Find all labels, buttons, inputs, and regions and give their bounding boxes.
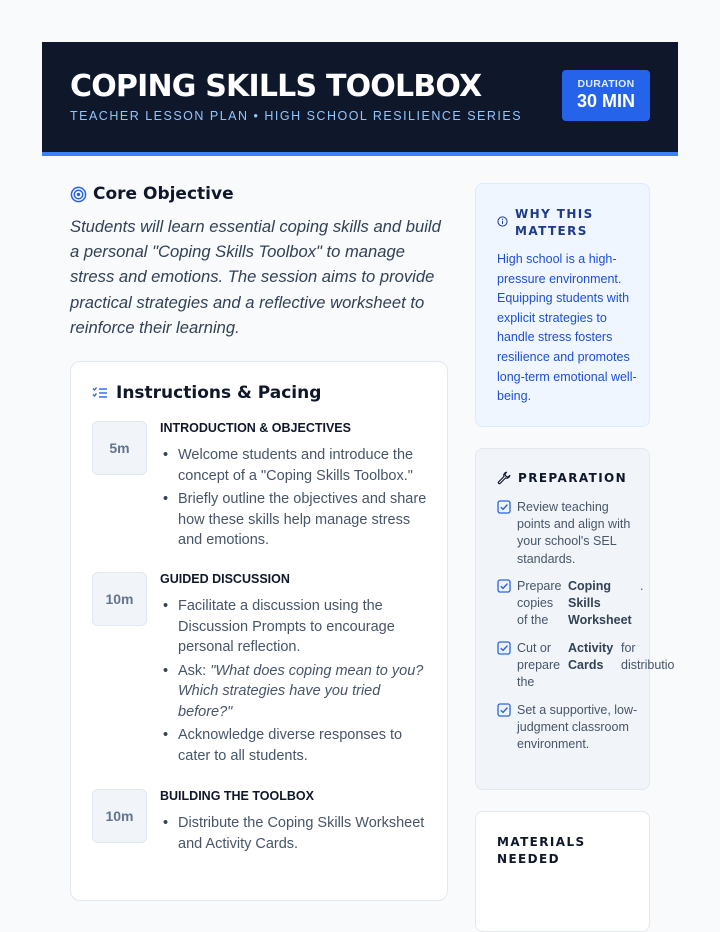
prep-word: distributio [621, 658, 675, 673]
checkbox-checked-icon[interactable] [497, 703, 511, 717]
target-icon [70, 186, 87, 203]
checklist-icon [92, 385, 108, 401]
list-item: • Acknowledge diverse responses to cater to all students. [160, 725, 435, 766]
duration-value: 30 MIN [576, 91, 636, 111]
page-title: COPING SKILLS TOOLBOX [70, 69, 482, 104]
prep-item-text [517, 578, 677, 630]
wrench-icon [497, 471, 511, 485]
step-title: INTRODUCTION & OBJECTIVES [160, 421, 351, 435]
prep-word: Cut or [517, 641, 552, 655]
materials-title: MATERIALS NEEDED [497, 835, 586, 866]
checkbox-checked-icon[interactable] [497, 500, 511, 514]
step-body [160, 421, 435, 554]
instructions-card [70, 361, 448, 901]
checkbox-checked-icon[interactable] [497, 641, 511, 655]
ask-prefix: Ask: [178, 662, 211, 679]
objective-heading [70, 184, 234, 204]
step-title: BUILDING THE TOOLBOX [160, 789, 314, 803]
info-icon [497, 216, 508, 227]
list-item: • Facilitate a discussion using the Discussion Prompts to encourage personal reflection. [160, 596, 435, 658]
step-time-badge: 5m [92, 421, 147, 475]
duration-badge [562, 70, 650, 121]
step-bullets [160, 445, 435, 551]
why-heading [497, 206, 625, 240]
prep-word: of the [517, 613, 549, 628]
preparation-card [475, 448, 675, 790]
prep-item-text: Review teaching points and align with your school's SEL standards. [517, 500, 631, 566]
preparation-heading [497, 471, 627, 485]
checkbox-checked-icon[interactable] [497, 579, 511, 593]
prep-word: . [640, 579, 644, 593]
list-item: • Welcome students and introduce the concept of a "Coping Skills Toolbox." [160, 445, 435, 486]
step-time-badge: 10m [92, 572, 147, 626]
step-time-badge: 10m [92, 789, 147, 843]
step-bullets [160, 596, 435, 766]
header-banner [42, 42, 678, 156]
step-body [160, 789, 435, 857]
prep-word: prepare [517, 658, 561, 673]
why-text: High school is a high-pressure environment. Equipping students with explicit strategies to handle stress fosters resilience and promotes long-term emotional well-being. [497, 252, 637, 404]
prep-word-bold: Worksheet [568, 613, 632, 628]
prep-word-bold: Skills [568, 596, 601, 611]
prep-word-bold: Coping [568, 579, 612, 593]
step-bullets [160, 813, 435, 854]
prep-word: Prepare [517, 579, 562, 593]
prep-word-bold: Activity [568, 641, 614, 655]
prep-word: for [621, 641, 636, 655]
why-title: WHY THIS MATTERS [515, 207, 594, 238]
prep-item-text [517, 640, 677, 692]
ask-quote: "What does coping mean to you? Which strategies have you tried before?" [178, 662, 424, 720]
objective-text: Students will learn essential coping skills and build a personal "Coping Skills Toolbox" to manage stress and emotions. The session aims to provide practical strategies and a reflective worksheet to reinforce their learning. [70, 217, 441, 337]
instructions-title: Instructions & Pacing [116, 383, 322, 403]
prep-item-text: Set a supportive, low-judgment classroom environment. [517, 703, 638, 752]
prep-word-bold: Cards [568, 658, 604, 673]
duration-label: DURATION [577, 78, 635, 90]
step-body [160, 572, 435, 769]
materials-card [475, 811, 650, 932]
step-title: GUIDED DISCUSSION [160, 572, 290, 586]
page-subtitle: TEACHER LESSON PLAN • HIGH SCHOOL RESILIENCE SERIES [70, 109, 523, 123]
prep-word: the [517, 675, 535, 690]
list-item: • Distribute the Coping Skills Worksheet and Activity Cards. [160, 813, 435, 854]
preparation-title: PREPARATION [518, 471, 628, 485]
why-this-matters-card [475, 183, 650, 427]
list-item-ask [160, 661, 435, 723]
list-item: • Briefly outline the objectives and share how these skills help manage stress and emotions. [160, 489, 435, 551]
instructions-heading [92, 383, 321, 403]
objective-title: Core Objective [93, 184, 234, 204]
prep-word: copies [517, 596, 554, 611]
